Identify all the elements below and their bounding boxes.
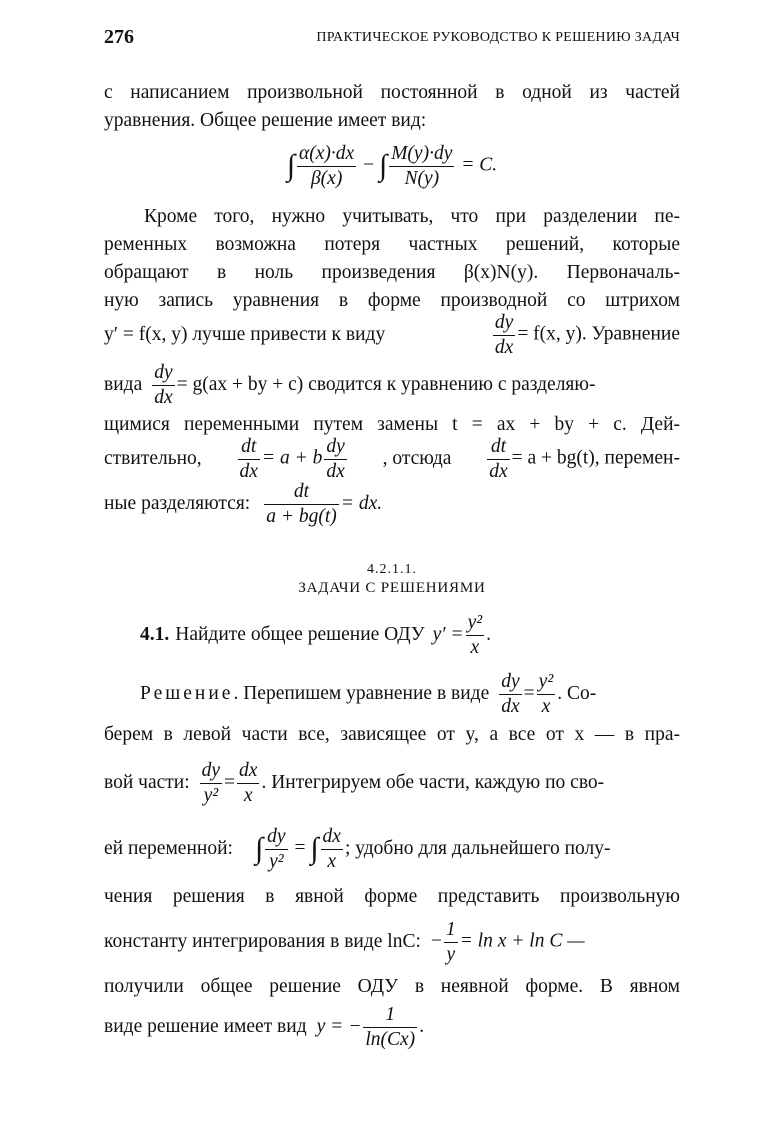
fraction-dy-dx: $\frac{dy}{dx}$ <box>494 312 514 358</box>
solution-fraction-y2-x: $\frac{\text{y²}}{x}$ <box>538 671 554 717</box>
solution-line-8: виде решение имеет вид y = − $\frac{1}{\ln(Cx)}$ . <box>104 1004 425 1050</box>
section-number: 4.2.1.1. <box>367 562 417 577</box>
fraction-dy-dx-3: $\frac{dy}{dx}$ <box>326 436 345 482</box>
para2-line-1: Кроме того, нужно учитывать, что при разделении пе- <box>144 206 680 227</box>
integral-sign-2: ∫ <box>378 149 388 182</box>
fraction-1-ln-cx: $\frac{1}{\ln(Cx)}$ <box>365 1004 416 1050</box>
solution-line-4: ей переменной: ∫ $\frac{dy}{\text{y²}}$ = ∫ $\frac{dx}{x}$ ; удобно для дальнейшего полу- <box>104 826 611 872</box>
fraction-int-dx-x: $\frac{dx}{x}$ <box>322 826 341 872</box>
para2-line-8: ствительно, $\frac{dt}{dx}$ = a + b $\frac{dy}{dx}$ , отсюда $\frac{dt}{dx}$ = a + bg(t), перемен- <box>104 436 680 482</box>
fraction-dy-y2: $\frac{dy}{\text{y²}}$ <box>201 760 221 806</box>
task-text: Найдите общее решение ОДУ <box>175 624 425 645</box>
task-fraction: $\frac{\text{y²}}{x}$ <box>467 612 483 658</box>
page-header <box>104 26 680 52</box>
formula-fraction-1: $\frac{\alpha(x)\cdot dx}{\beta(x)}$ <box>299 143 355 189</box>
para2-line-2: ременных возможна потеря частных решений, которые <box>104 234 680 255</box>
integral-sign-4: ∫ <box>310 832 319 865</box>
solution-line-5: чения решения в явной форме представить произвольную <box>104 886 680 907</box>
intro-line-2: уравнения. Общее решение имеет вид: <box>104 110 427 131</box>
fraction-1-y: $\frac{1}{y}$ <box>445 919 456 965</box>
para2-line-4: ную запись уравнения в форме производной со штрихом <box>104 290 680 311</box>
fraction-dt-dx-2: $\frac{dt}{dx}$ <box>489 436 508 482</box>
fraction-dt-separated: $\frac{dt}{a + bg(t)}$ <box>266 481 337 527</box>
intro-line-1: с написанием произвольной постоянной в одной из частей <box>104 82 680 103</box>
solution-line-2: берем в левой части все, зависящее от y, а все от x — в пра- <box>104 724 680 745</box>
task-label: 4.1. <box>140 624 170 645</box>
solution-line-6: константу интегрирования в виде lnC: − $\frac{1}{y}$ = ln x + ln C — <box>104 919 585 965</box>
para2-line-5: y′ = f(x, y) лучше привести к виду $\frac{dy}{dx}$ = f(x, y). Уравнение <box>104 312 680 358</box>
solution-line-7: получили общее решение ОДУ в неявной форме. В явном <box>104 976 680 997</box>
formula-general-solution: ∫ $\frac{\alpha(x)\cdot dx}{\beta(x)}$ − ∫ $\frac{M(y)\cdot dy}{N(y)}$ = C. <box>286 143 498 189</box>
para2-line-7: щимися переменными путем замены t = ax + by + c. Дей- <box>104 414 680 435</box>
solution-word: Решение <box>140 683 234 704</box>
para2-line-9: ные разделяются: $\frac{dt}{a + bg(t)}$ = dx. <box>104 481 383 527</box>
integral-sign-3: ∫ <box>254 832 264 865</box>
solution-fraction-dy-dx: $\frac{dy}{dx}$ <box>501 671 520 717</box>
task-4-1: 4.1. Найдите общее решение ОДУ y′ = $\frac{\text{y²}}{x}$ . <box>140 612 491 658</box>
fraction-dx-x: $\frac{dx}{x}$ <box>239 760 258 806</box>
fraction-dt-dx: $\frac{dt}{dx}$ <box>239 436 258 482</box>
formula-fraction-2: $\frac{M(y)\cdot dy}{N(y)}$ <box>391 143 453 189</box>
fraction-int-dy-y2: $\frac{dy}{\text{y²}}$ <box>267 826 286 872</box>
fraction-dy-dx-2: $\frac{dy}{dx}$ <box>154 362 173 408</box>
integral-sign-1: ∫ <box>286 149 296 182</box>
page-number: 276 <box>104 26 134 48</box>
para2-line-6: вида $\frac{dy}{dx}$ = g(ax + by + c) сводится к уравнению с разделяю- <box>104 362 596 408</box>
solution-line-3: вой части: $\frac{dy}{\text{y²}}$ = $\frac{dx}{x}$ . Интегрируем обе части, каждую по сво- <box>104 760 605 806</box>
formula-rhs: = C. <box>461 154 498 176</box>
section-title: ЗАДАЧИ С РЕШЕНИЯМИ <box>298 580 486 596</box>
para2-line-3: обращают в ноль произведения β(x)N(y). Первоначаль- <box>104 262 680 283</box>
solution-line-1: Решение . Перепишем уравнение в виде $\frac{dy}{dx}$ = $\frac{\text{y²}}{x}$ . Со- <box>140 671 597 717</box>
running-title: ПРАКТИЧЕСКОЕ РУКОВОДСТВО К РЕШЕНИЮ ЗАДАЧ <box>316 30 680 45</box>
